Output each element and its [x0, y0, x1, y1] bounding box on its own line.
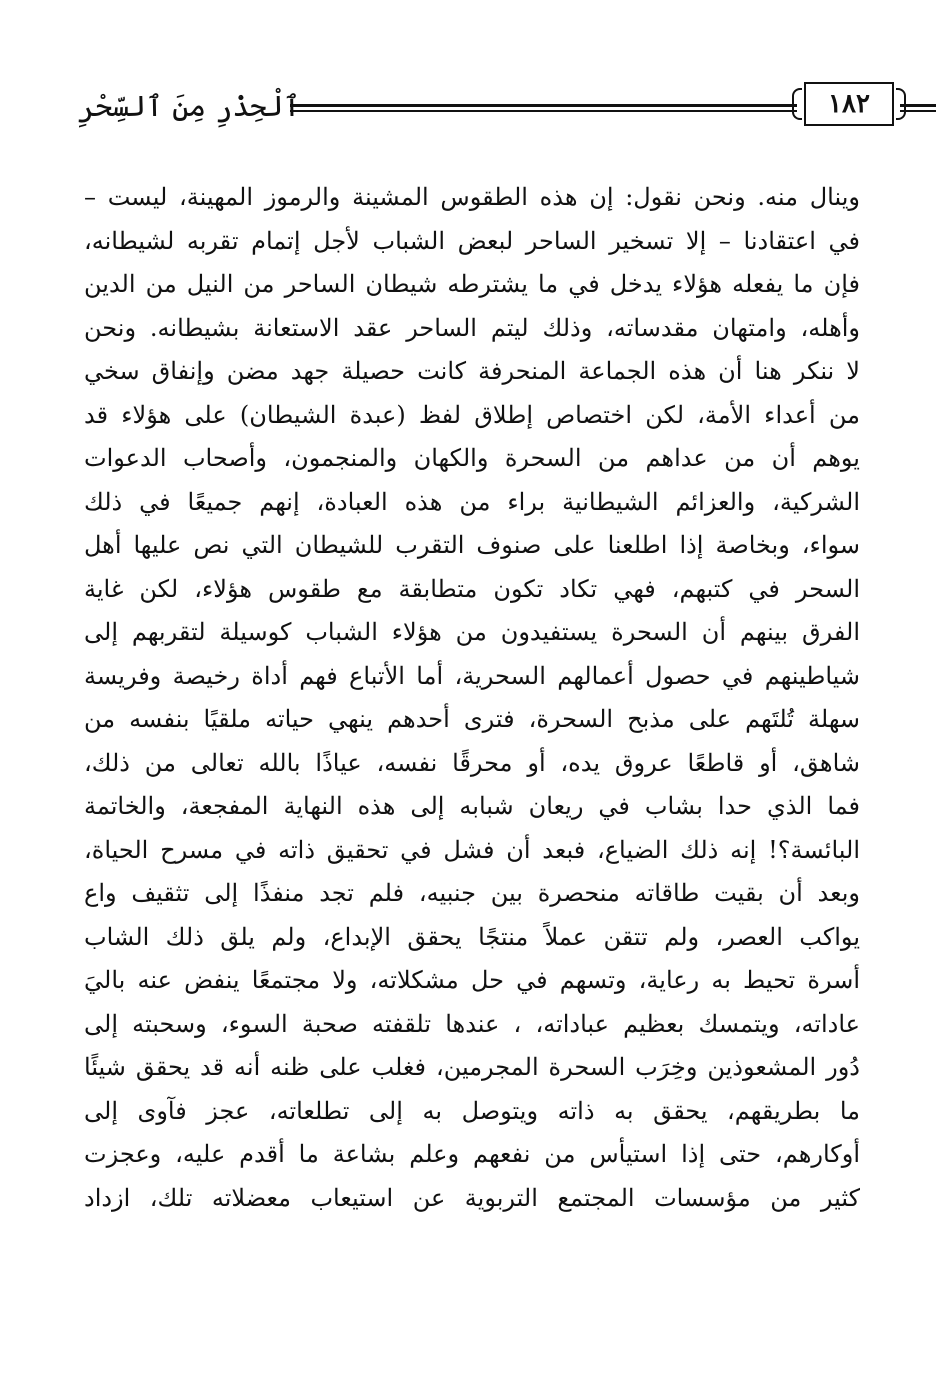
text-line: ما بطريقهم، يحقق به ذاته ويتوصل به إلى تطلعاته، عجز فآوى إلى: [84, 1096, 860, 1125]
text-line: الفرق بينهم أن السحرة يستفيدون من هؤلاء الشباب كوسيلة لتقربهم إلى: [84, 618, 860, 646]
text-line: في اعتقادنا – إلا تسخير الساحر لبعض الشباب لأجل إتمام تقربه لشيطانه،: [84, 226, 860, 255]
page-header: [78, 70, 868, 130]
page-number: ١٨٢: [828, 89, 870, 119]
text-line: يوهم أن من عداهم من السحرة والكهان والمنجمون، وأصحاب الدعوات: [84, 444, 860, 472]
running-head-title: ٱلْحِذْرِ مِنَ ٱلسِّحْرِ: [78, 89, 301, 123]
text-line: وبعد أن بقيت طاقاته منحصرة بين جنبيه، فلم تجد منفذًا إلى تثقيف واع: [84, 879, 860, 907]
text-line: كثير من مؤسسات المجتمع التربوية عن استيعاب معضلاته تلك، ازداد: [84, 1183, 860, 1212]
text-line: يواكب العصر، ولم تتقن عملاً منتجًا يحقق الإبداع، ولم يلق ذلك الشاب: [84, 922, 860, 951]
text-line: الشركية، والعزائم الشيطانية براء من هذه العبادة، إنهم جميعًا في ذلك: [84, 487, 860, 516]
header-rule-short: [900, 104, 936, 112]
text-line: سهلة تُلتَهم على مذبح السحرة، فترى أحدهم ينهي حياته ملقيًا بنفسه من: [84, 705, 860, 733]
text-line: سواء، وبخاصة إذا اطلعنا على صنوف التقرب للشيطان التي نص عليها أهل: [84, 531, 860, 559]
text-line: فما الذي حدا بشاب في ريعان شبابه إلى هذه النهاية المفجعة، والخاتمة: [84, 792, 860, 820]
text-line: عاداته، ويتمسك بعظيم عباداته، ، عندها تلقفته صحبة السوء، وسحبته إلى: [84, 1009, 860, 1038]
text-line: دُور المشعوذين وخِرَب السحرة المجرمين، فغلب على ظنه أنه قد يحقق شيئًا: [84, 1053, 860, 1081]
text-line: وينال منه. ونحن نقول: إن هذه الطقوس المشينة والرموز المهينة، ليست –: [84, 183, 860, 211]
body-text: [84, 176, 860, 1220]
text-line: شاهق، أو قاطعًا عروق يده، أو محرقًا نفسه، عياذًا بالله تعالى من ذلك،: [84, 748, 860, 777]
text-line: أسرة تحيط به رعاية، وتسهم في حل مشكلاته، ولا مجتمعًا ينفض عنه باليَ: [84, 966, 860, 994]
header-rule-long: [290, 104, 797, 112]
text-line: البائسة؟! إنه ذلك الضياع، فبعد أن فشل في تحقيق ذاته في مسرح الحياة،: [84, 835, 860, 864]
text-line: من أعداء الأمة، لكن اختصاص إطلاق لفظ (عبدة الشيطان) على هؤلاء قد: [84, 400, 860, 429]
text-line: السحر في كتبهم، فهي تكاد تكون متطابقة مع طقوس هؤلاء، لكن غاية: [84, 574, 860, 603]
text-line: وأهله، وامتهان مقدساته، وذلك ليتم الساحر عقد الاستعانة بشيطانه. ونحن: [84, 313, 860, 342]
text-line: لا ننكر هنا أن هذه الجماعة المنحرفة كانت حصيلة جهد مضن وإنفاق سخي: [84, 357, 860, 385]
text-line: فإن ما يفعله هؤلاء يدخل في ما يشترطه شيطان الساحر من النيل من الدين: [84, 270, 860, 298]
text-line: شياطينهم في حصول أعمالهم السحرية، أما الأتباع فهم أداة رخيصة وفريسة: [84, 661, 860, 690]
page-number-frame: [804, 82, 894, 126]
text-line: أوكارهم، حتى إذا استيأس من نفعهم وعلم بشاعة ما أقدم عليه، وعجزت: [84, 1140, 860, 1168]
